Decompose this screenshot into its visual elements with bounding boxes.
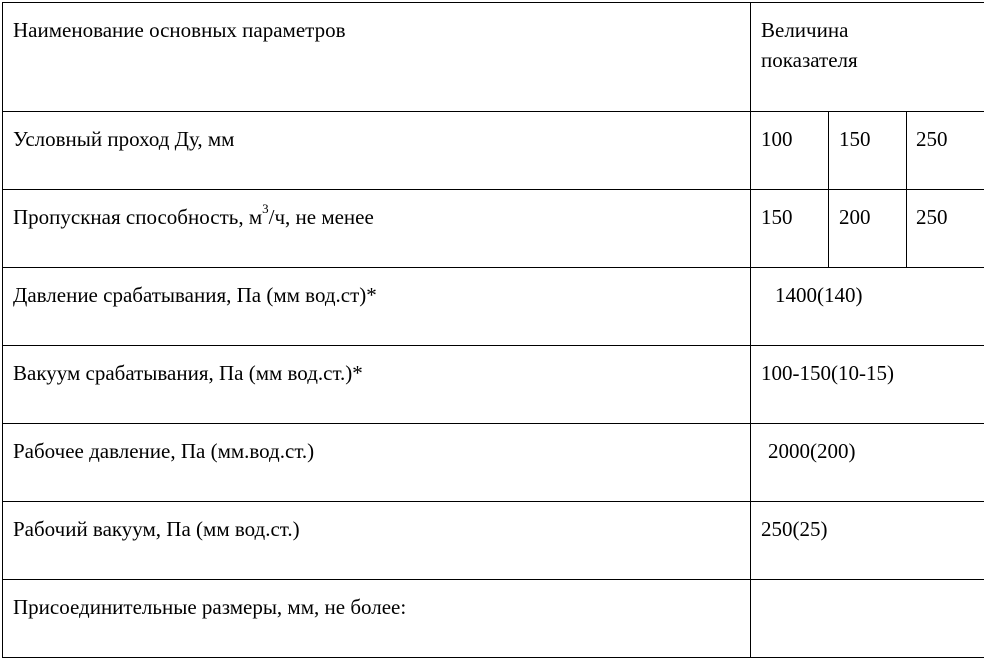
param-cell <box>3 268 751 346</box>
table-row <box>3 346 984 424</box>
param-label: Рабочее давление, Па (мм.вод.ст.) <box>13 439 314 463</box>
param-label: Вакуум срабатывания, Па (мм вод.ст.)* <box>13 361 363 385</box>
param-label: Рабочий вакуум, Па (мм вод.ст.) <box>13 517 300 541</box>
param-label-before: Пропускная способность, м <box>13 205 262 229</box>
value-text: 250(25) <box>761 517 828 541</box>
value-cell <box>751 580 984 658</box>
value-cell <box>751 424 984 502</box>
value-text: 100-150(10-15) <box>761 361 894 385</box>
value-cell <box>907 112 984 190</box>
param-cell <box>3 424 751 502</box>
value-cell <box>829 112 907 190</box>
param-label-after: /ч, не менее <box>269 205 374 229</box>
value-cell <box>751 268 984 346</box>
value-text: 200 <box>839 205 871 229</box>
value-text: 150 <box>761 205 793 229</box>
param-cell <box>3 346 751 424</box>
value-cell <box>751 190 829 268</box>
header-param-label: Наименование основных параметров <box>13 18 346 42</box>
param-cell <box>3 580 751 658</box>
header-value-cell <box>751 3 984 112</box>
param-label: Условный проход Ду, мм <box>13 127 234 151</box>
param-label: Присоединительные размеры, мм, не более: <box>13 595 406 619</box>
value-cell <box>907 190 984 268</box>
param-cell <box>3 502 751 580</box>
param-label: Давление срабатывания, Па (мм вод.ст)* <box>13 283 377 307</box>
value-cell <box>751 112 829 190</box>
param-cell <box>3 190 751 268</box>
param-cell <box>3 112 751 190</box>
value-text: 1400(140) <box>775 283 863 307</box>
value-text: 100 <box>761 127 793 151</box>
value-cell <box>751 346 984 424</box>
table-row <box>3 268 984 346</box>
header-value-label-line2: показателя <box>761 48 858 72</box>
value-cell <box>829 190 907 268</box>
value-text: 2000(200) <box>768 439 856 463</box>
value-text: 150 <box>839 127 871 151</box>
param-label-superscript: 3 <box>262 201 269 216</box>
header-row <box>3 3 984 112</box>
parameters-table <box>2 2 984 658</box>
header-param-cell <box>3 3 751 112</box>
table-row <box>3 424 984 502</box>
table-row <box>3 112 984 190</box>
header-value-label-line1: Величина <box>761 18 848 42</box>
table-row <box>3 502 984 580</box>
value-cell <box>751 502 984 580</box>
value-text: 250 <box>916 127 948 151</box>
table-row <box>3 580 984 658</box>
table-row <box>3 190 984 268</box>
value-text: 250 <box>916 205 948 229</box>
